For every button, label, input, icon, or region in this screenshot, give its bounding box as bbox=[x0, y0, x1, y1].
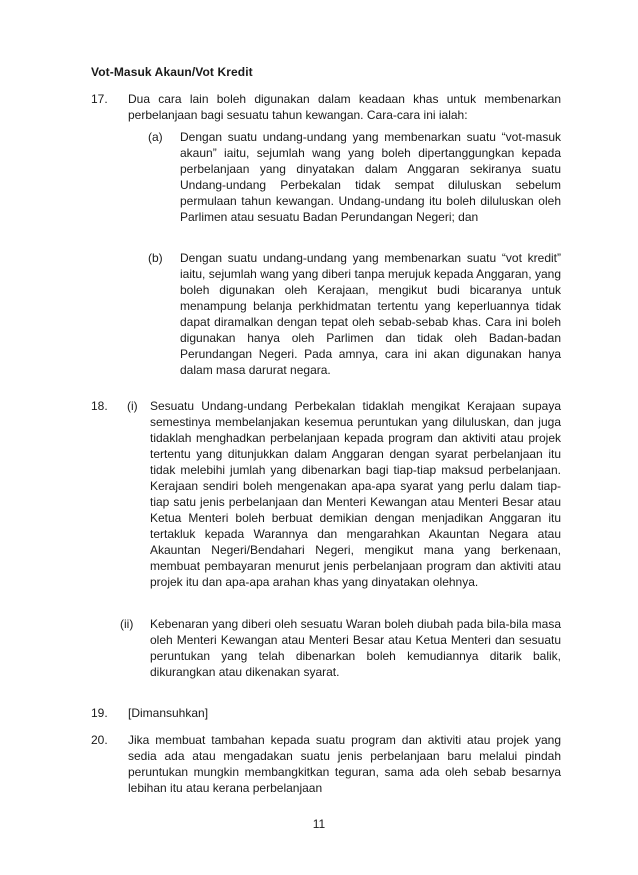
paragraph-17 bbox=[91, 91, 561, 123]
paragraph-text: Dua cara lain boleh digunakan dalam keadaan khas untuk membenarkan perbelanjaan bagi sesuatu tahun kewangan. Cara-cara ini ialah: bbox=[128, 92, 561, 122]
paragraph-20 bbox=[91, 732, 561, 796]
sub-item-a bbox=[91, 129, 561, 225]
sub-item-text: Dengan suatu undang-undang yang membenarkan suatu “vot kredit” iaitu, sejumlah wang yang diberi tanpa merujuk kepada Anggaran, yang boleh digunakan oleh Kerajaan, mengikut budi bicaranya untuk menampung belanja perkhidmatan tertentu yang keperluannya tidak dapat diramalkan dengan tepat oleh sebab-sebab khas. Cara ini boleh digunakan hanya oleh Parlimen dan tidak oleh Badan-badan Perundangan Negeri. Pada amnya, cara ini akan digunakan hanya dalam masa darurat negara. bbox=[180, 251, 561, 377]
sub-paragraph-text: Kebenaran yang diberi oleh sesuatu Waran boleh diubah pada bila-bila masa oleh Menteri Kewangan atau Menteri Besar atau Ketua Menteri dan sesuatu peruntukan yang telah dibenarkan boleh kemudiannya ditarik balik, dikurangkan atau dikenakan syarat. bbox=[150, 617, 561, 679]
paragraph-text: Jika membuat tambahan kepada suatu program dan aktiviti atau projek yang sedia ada atau mengadakan suatu jenis perbelanjaan baru melalui pindah peruntukan mungkin membangkitkan teguran, sama ada oleh sebab besarnya lebihan itu atau kerana perbelanjaan bbox=[128, 733, 561, 795]
paragraph-18-ii bbox=[91, 616, 561, 680]
paragraph-number: 18. bbox=[91, 399, 108, 413]
paragraph-18 bbox=[91, 398, 561, 590]
sub-item-label: (a) bbox=[148, 130, 163, 144]
sub-paragraph-label: (i) bbox=[127, 399, 138, 413]
paragraph-19 bbox=[91, 705, 561, 721]
section-heading: Vot-Masuk Akaun/Vot Kredit bbox=[91, 65, 253, 79]
sub-paragraph-label: (ii) bbox=[120, 617, 134, 631]
sub-item-b bbox=[91, 250, 561, 378]
paragraph-number: 20. bbox=[91, 733, 108, 747]
page-number: 11 bbox=[312, 817, 326, 831]
sub-item-text: Dengan suatu undang-undang yang membenarkan suatu “vot-masuk akaun” iaitu, sejumlah wang yang boleh dipertanggungkan kepada perbelanjaan yang dinyatakan dalam Anggaran sekiranya suatu Undang-undang Perbekalan tidak sempat diluluskan sebelum permulaan tahun kewangan. Undang-undang itu boleh diluluskan oleh Parlimen atau sesuatu Badan Perundangan Negeri; dan bbox=[180, 130, 561, 224]
sub-item-label: (b) bbox=[148, 251, 163, 265]
sub-paragraph-text: Sesuatu Undang-undang Perbekalan tidaklah mengikat Kerajaan supaya semestinya membelanjakan kesemua peruntukan yang diluluskan, dan juga tidaklah menghadkan perbelanjaan kepada program dan aktiviti atau projek tertentu yang ditunjukkan dalam Anggaran dengan syarat perbelanjaan itu tidak melebihi jumlah yang dibenarkan bagi tiap-tiap maksud perbelanjaan. Kerajaan sendiri boleh mengenakan apa-apa syarat yang perlu dalam tiap-tiap satu jenis perbelanjaan dan Menteri Kewangan atau Menteri Besar atau Ketua Menteri boleh berbuat demikian dengan menjadikan Anggaran itu tertakluk kepada Warannya dan mengarahkan Akauntan Negara atau Akauntan Negeri/Bendahari Negeri, mengikut mana yang berkenaan, membuat pembayaran menurut jenis perbelanjaan program dan aktiviti atau projek itu dan apa-apa arahan khas yang dinyatakan olehnya. bbox=[150, 399, 561, 589]
paragraph-number: 19. bbox=[91, 706, 108, 720]
paragraph-number: 17. bbox=[91, 92, 108, 106]
paragraph-text: [Dimansuhkan] bbox=[128, 706, 209, 720]
